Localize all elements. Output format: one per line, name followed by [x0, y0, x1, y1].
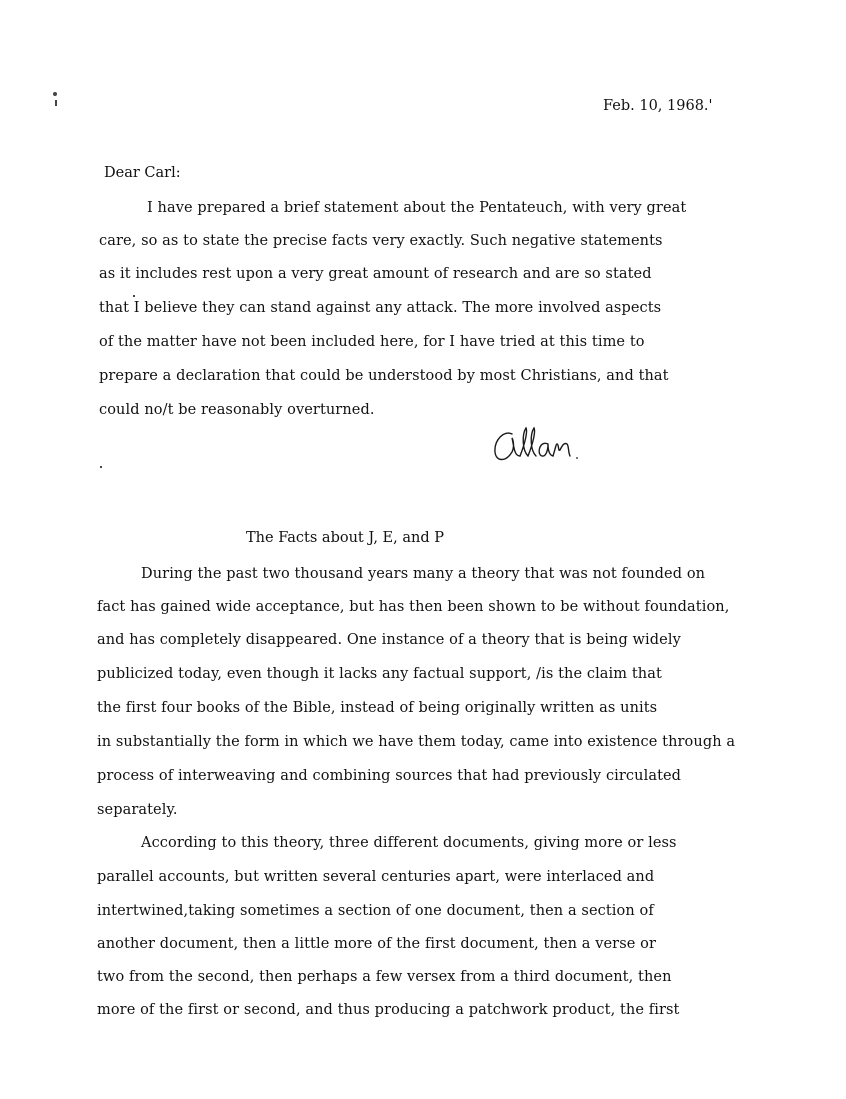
article-line: and has completely disappeared. One instance of a theory that is being widely — [97, 632, 681, 648]
letter-line: as it includes rest upon a very great amount of research and are so stated — [99, 266, 652, 282]
salutation: Dear Carl: — [104, 165, 181, 181]
letter-line: could no/t be reasonably overturned. — [99, 402, 375, 418]
article-line: two from the second, then perhaps a few versex from a third document, then — [97, 969, 672, 985]
article-line: process of interweaving and combining sources that had previously circulated — [97, 768, 682, 784]
article-line: more of the first or second, and thus producing a patchwork product, the first — [97, 1002, 680, 1018]
handwritten-signature — [490, 420, 600, 470]
letter-line: I have prepared a brief statement about the Pentateuch, with very great — [147, 200, 687, 216]
article-line: the first four books of the Bible, instead of being originally written as units — [97, 700, 658, 716]
letter-line: of the matter have not been included here, for I have tried at this time to — [99, 334, 645, 350]
article-line: intertwined,taking sometimes a section of one document, then a section of — [97, 903, 654, 919]
article-line: fact has gained wide acceptance, but has then been shown to be without foundation, — [97, 599, 730, 615]
scan-speck — [53, 92, 57, 96]
article-line: another document, then a little more of the first document, then a verse or — [97, 936, 656, 952]
article-line: in substantially the form in which we have them today, came into existence through a — [97, 734, 736, 750]
letter-line: prepare a declaration that could be understood by most Christians, and that — [99, 368, 669, 384]
scan-speck — [100, 466, 102, 468]
article-line: separately. — [97, 802, 178, 818]
article-line: During the past two thousand years many a theory that was not founded on — [141, 566, 706, 582]
article-heading: The Facts about J, E, and P — [246, 530, 444, 546]
letter-line: care, so as to state the precise facts very exactly. Such negative statements — [99, 233, 663, 249]
article-line: According to this theory, three different documents, giving more or less — [141, 835, 677, 851]
scan-speck — [55, 100, 57, 106]
letter-date: Feb. 10, 1968.' — [603, 98, 713, 114]
article-line: publicized today, even though it lacks any factual support, /is the claim that — [97, 666, 662, 682]
scan-speck — [133, 295, 135, 297]
letter-line: that I believe they can stand against any attack. The more involved aspects — [99, 300, 662, 316]
article-line: parallel accounts, but written several centuries apart, were interlaced and — [97, 869, 655, 885]
